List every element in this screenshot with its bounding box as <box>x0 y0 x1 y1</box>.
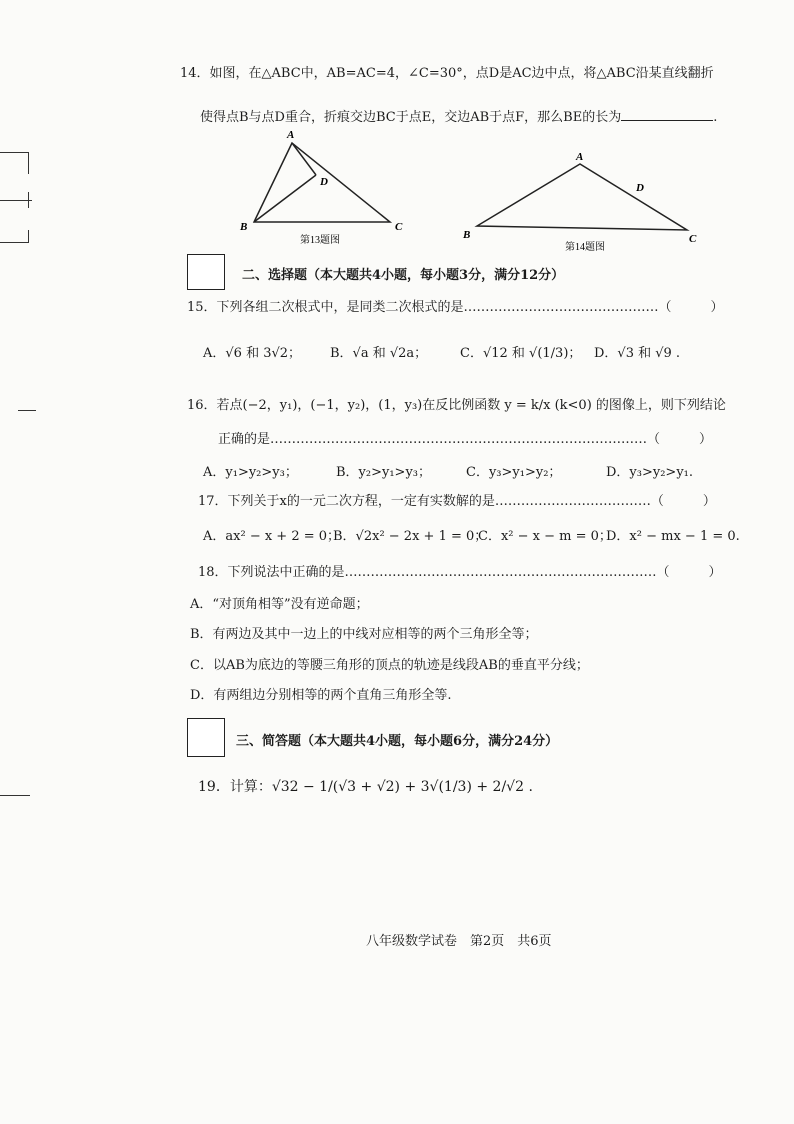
margin-mark <box>28 192 29 208</box>
figure-14 <box>455 148 715 256</box>
q18-option-c[interactable]: C．以AB为底边的等腰三角形的顶点的轨迹是线段AB的垂直平分线； <box>190 658 589 673</box>
q18-stem: 18．下列说法中正确的是………………………………………………………………（ ） <box>198 565 722 580</box>
fig13-caption: 第13题图 <box>300 235 340 246</box>
fig14-label-a: A <box>576 151 584 163</box>
fig13-label-a: A <box>287 129 295 141</box>
margin-mark <box>0 152 28 153</box>
q18-option-a[interactable]: A．“对顶角相等”没有逆命题； <box>190 597 369 612</box>
q17-stem: 17．下列关于x的一元二次方程，一定有实数解的是………………………………（ ） <box>198 494 716 509</box>
score-box[interactable] <box>187 718 225 757</box>
q15-option-b[interactable]: B．√a 和 √2a； <box>330 346 428 361</box>
margin-mark <box>28 230 29 243</box>
section-2-heading: 二、选择题（本大题共4小题，每小题3分，满分12分） <box>242 268 565 283</box>
margin-mark <box>0 795 30 796</box>
figure-13 <box>230 125 420 250</box>
margin-mark <box>28 152 29 174</box>
fig14-caption: 第14题图 <box>565 242 605 253</box>
q17-option-d[interactable]: D．x² − mx − 1 = 0. <box>606 529 740 544</box>
q18-option-b[interactable]: B．有两边及其中一边上的中线对应相等的两个三角形全等； <box>190 627 538 642</box>
q14-line1: 14．如图，在△ABC中，AB=AC=4，∠C=30°，点D是AC边中点，将△ABC沿某直线翻折 <box>180 66 714 81</box>
q14-line2 <box>200 106 717 125</box>
q18-option-d[interactable]: D．有两组边分别相等的两个直角三角形全等. <box>190 688 452 703</box>
segment-bd <box>254 175 316 222</box>
score-box[interactable] <box>187 254 225 290</box>
q15-option-a[interactable]: A．√6 和 3√2； <box>203 346 302 361</box>
q15-stem: 15．下列各组二次根式中，是同类二次根式的是………………………………………（ ） <box>187 300 724 315</box>
q16-option-c[interactable]: C．y₃>y₁>y₂； <box>466 465 562 480</box>
q16-stem2: 正确的是……………………………………………………………………………（ ） <box>218 432 713 447</box>
q16-stem: 16．若点(−2，y₁)，(−1，y₂)，(1，y₃)在反比例函数 y = k/x (k<0) 的图像上，则下列结论 <box>187 398 726 413</box>
q17-option-b[interactable]: B．√2x² − 2x + 1 = 0； <box>333 529 488 544</box>
margin-mark <box>18 410 36 411</box>
section-3-heading: 三、简答题（本大题共4小题，每小题6分，满分24分） <box>236 734 559 749</box>
fig14-label-d: D <box>636 182 644 194</box>
fig13-label-b: B <box>240 221 248 233</box>
q19-text: 19．计算：√32 − 1/(√3 + √2) + 3√(1/3) + 2/√2 . <box>198 779 533 795</box>
answer-blank[interactable] <box>621 108 713 121</box>
q15-option-c[interactable]: C．√12 和 √(1/3)； <box>460 346 582 361</box>
page-footer: 八年级数学试卷 第2页 共6页 <box>366 934 552 949</box>
q16-option-d[interactable]: D．y₃>y₂>y₁. <box>606 465 694 480</box>
fig14-label-c: C <box>689 233 697 245</box>
fig14-label-b: B <box>463 229 471 241</box>
triangle-abc <box>477 164 687 230</box>
q17-option-c[interactable]: C．x² − x − m = 0； <box>478 529 612 544</box>
q15-option-d[interactable]: D．√3 和 √9 . <box>594 346 681 361</box>
fig13-label-d: D <box>320 176 328 188</box>
q14-line2-text: 使得点B与点D重合，折痕交边BC于点E，交边AB于点F，那么BE的长为 <box>200 110 622 125</box>
q14-end: . <box>713 110 718 125</box>
q17-option-a[interactable]: A．ax² − x + 2 = 0； <box>203 529 341 544</box>
q16-option-a[interactable]: A．y₁>y₂>y₃； <box>203 465 298 480</box>
margin-mark <box>0 242 28 243</box>
q16-option-b[interactable]: B．y₂>y₁>y₃； <box>336 465 432 480</box>
fig13-label-c: C <box>395 221 403 233</box>
